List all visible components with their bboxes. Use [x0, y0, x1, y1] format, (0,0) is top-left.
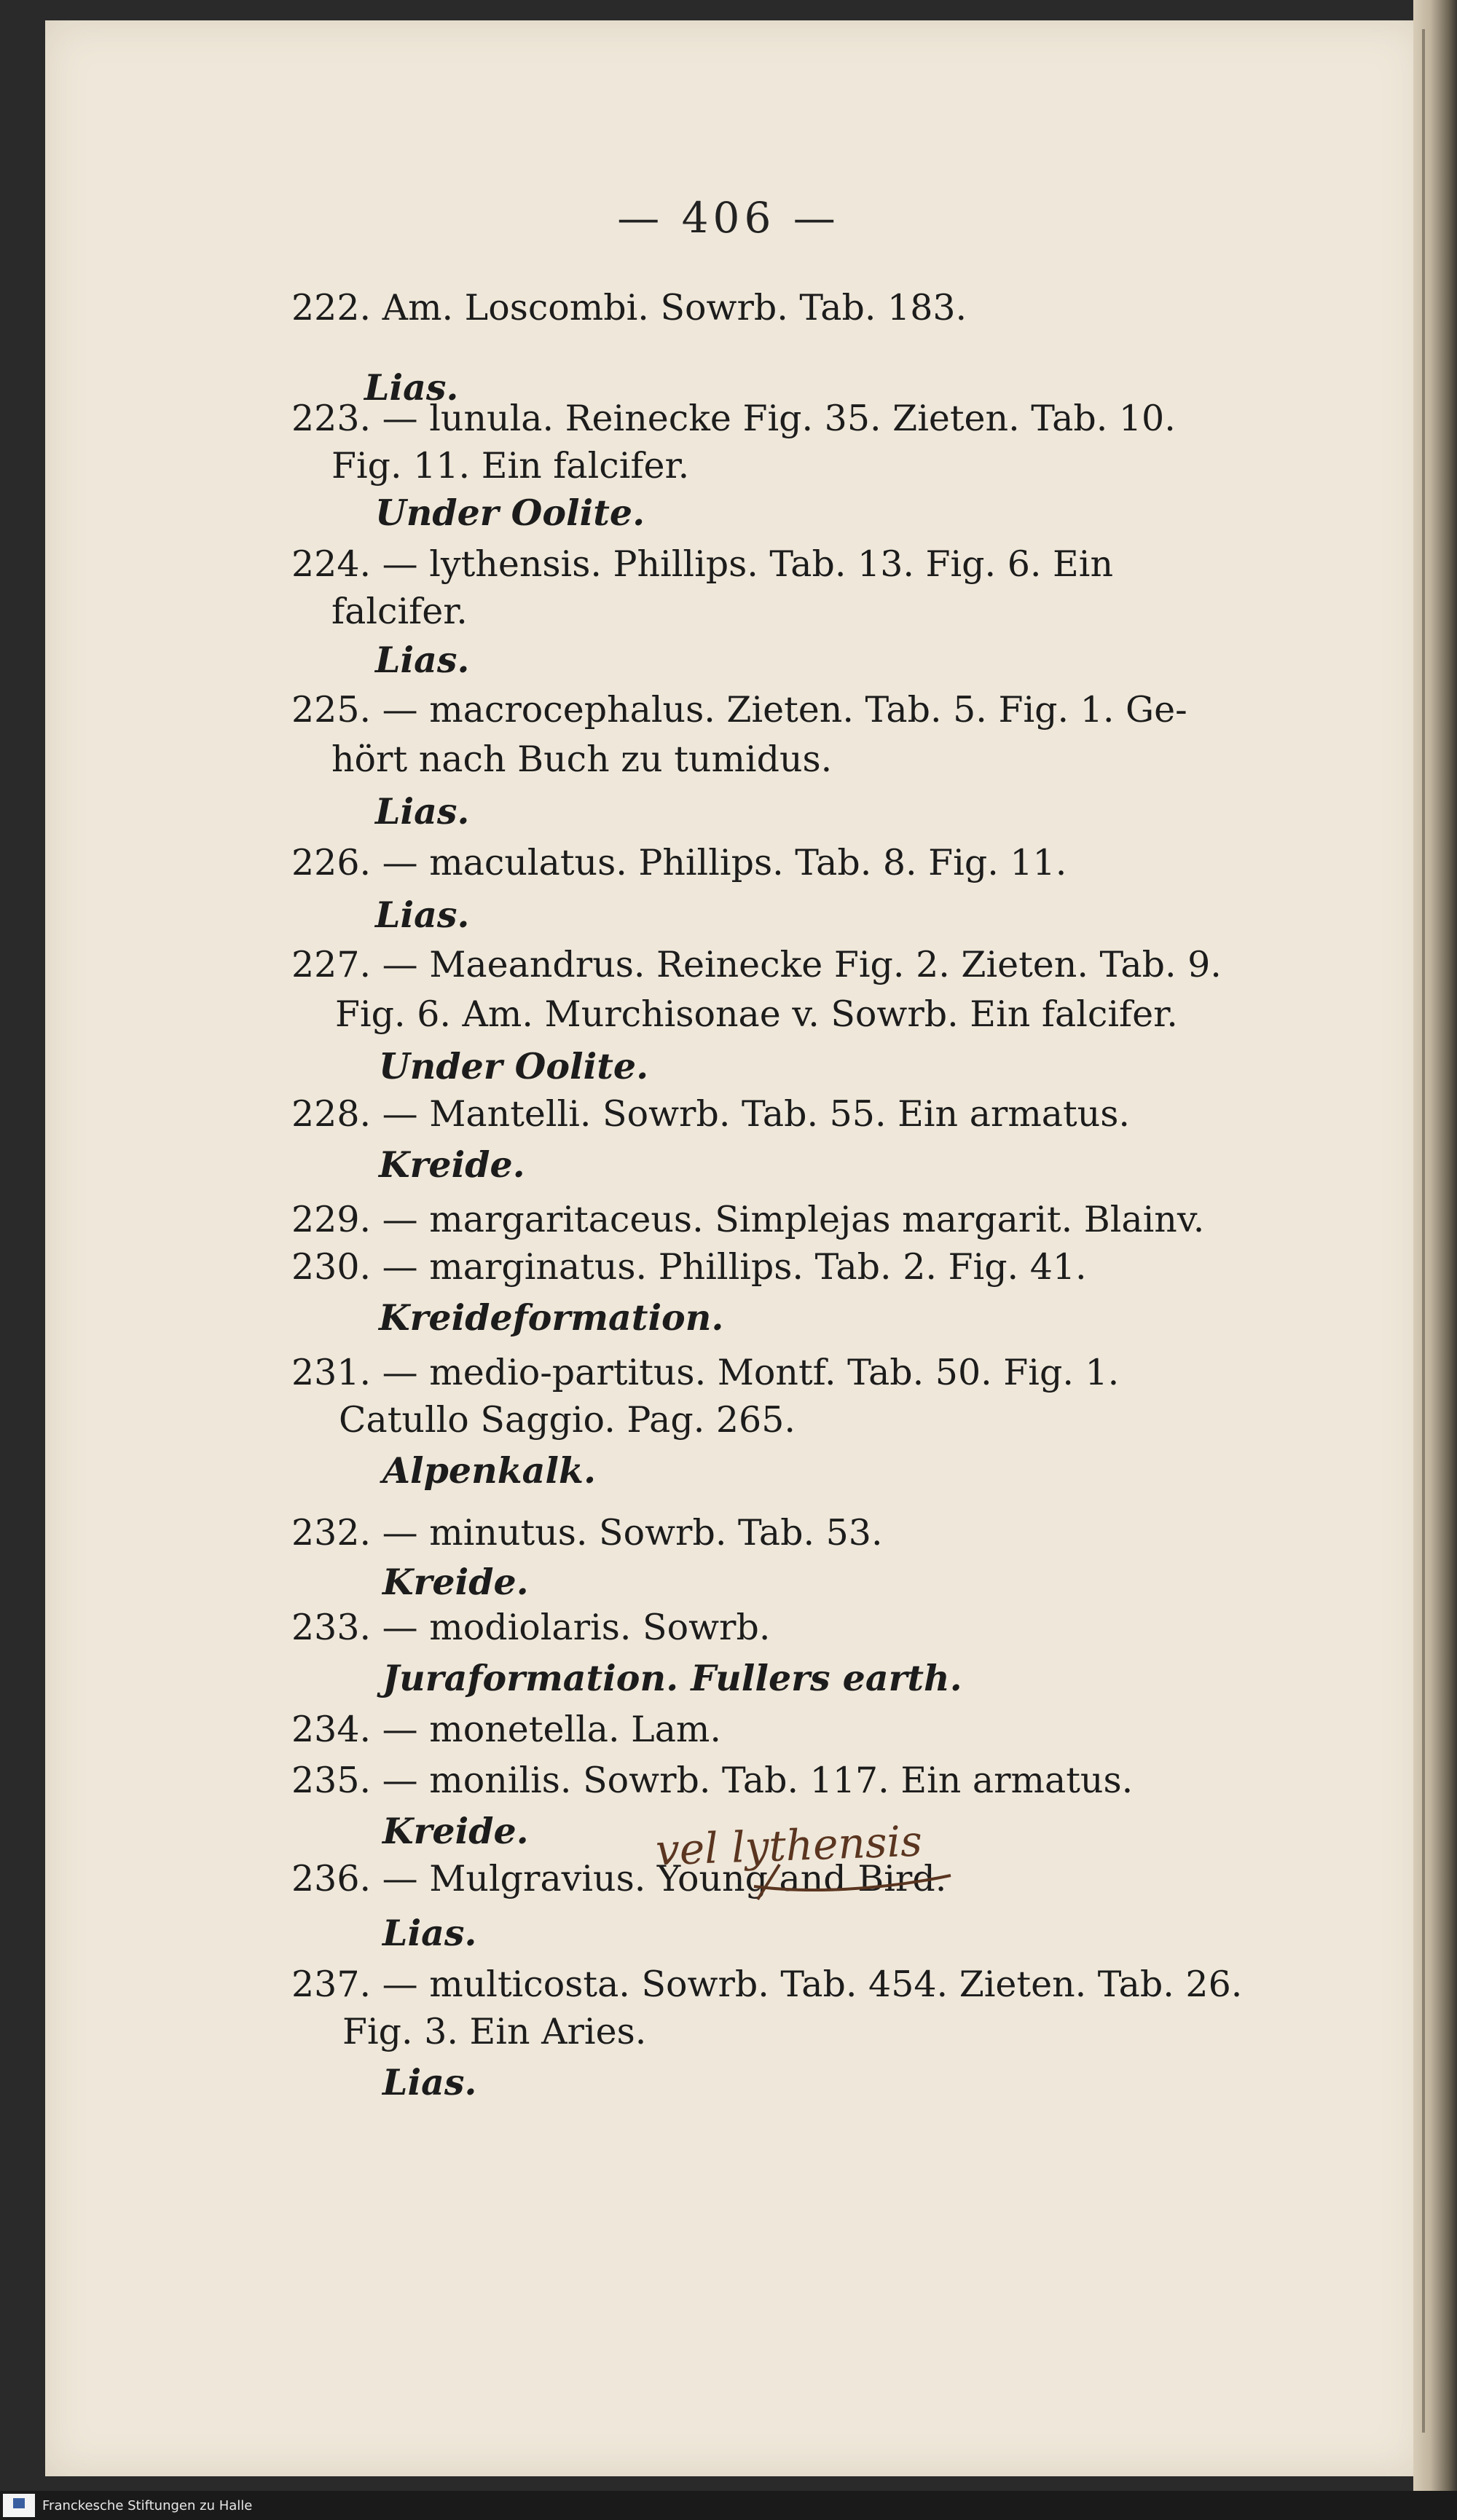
entry-line-2: Lias. [364, 366, 459, 409]
entry-line-4: Fig. 11. Ein falcifer. [331, 445, 690, 487]
page-number: — 406 — [617, 193, 840, 243]
institution-logo [3, 2494, 35, 2517]
footer-institution: Franckesche Stiftungen zu Halle [42, 2498, 253, 2513]
entry-line-18: Kreide. [379, 1143, 525, 1186]
entry-line-34: 237. — multicosta. Sowrb. Tab. 454. Zieten. Tab. 26. [291, 1964, 1243, 2005]
entry-line-25: 232. — minutus. Sowrb. Tab. 53. [291, 1512, 883, 1554]
entry-line-20: 230. — marginatus. Phillips. Tab. 2. Fig. 41. [291, 1246, 1087, 1288]
entry-line-31: Kreide. [382, 1810, 529, 1852]
viewer-footer [0, 2491, 1457, 2520]
entry-line-26: Kreide. [382, 1561, 529, 1603]
entry-line-21: Kreideformation. [379, 1296, 724, 1339]
entry-line-15: Fig. 6. Am. Murchisonae v. Sowrb. Ein falcifer. [335, 993, 1178, 1035]
entry-line-36: Lias. [382, 2061, 477, 2103]
entry-line-29: 234. — monetella. Lam. [291, 1709, 721, 1750]
spine-edge [1422, 29, 1425, 2433]
entry-line-10: hört nach Buch zu tumidus. [331, 739, 833, 780]
entry-line-1: 222. Am. Loscombi. Sowrb. Tab. 183. [291, 287, 967, 328]
entry-line-7: falcifer. [331, 591, 468, 632]
entry-line-13: Lias. [375, 894, 470, 936]
entry-line-11: Lias. [375, 790, 470, 832]
entry-line-22: 231. — medio-partitus. Montf. Tab. 50. Fig. 1. [291, 1352, 1120, 1393]
entry-line-9: 225. — macrocephalus. Zieten. Tab. 5. Fig. 1. Ge- [291, 689, 1187, 731]
handwritten-annotation: vel lythensis [654, 1816, 923, 1875]
entry-line-19: 229. — margaritaceus. Simplejas margarit. Blainv. [291, 1199, 1205, 1240]
entry-line-24: Alpenkalk. [382, 1449, 597, 1492]
entry-line-23: Catullo Saggio. Pag. 265. [339, 1399, 796, 1441]
entry-line-16: Under Oolite. [379, 1045, 649, 1087]
entry-line-12: 226. — maculatus. Phillips. Tab. 8. Fig. 11. [291, 842, 1067, 883]
entry-line-27: 233. — modiolaris. Sowrb. [291, 1607, 771, 1648]
entry-line-33: Lias. [382, 1912, 477, 1954]
entry-line-30: 235. — monilis. Sowrb. Tab. 117. Ein armatus. [291, 1760, 1134, 1801]
entry-line-32: 236. — Mulgravius. Young and Bird. [291, 1858, 947, 1899]
entry-line-5: Under Oolite. [375, 492, 645, 534]
entry-line-8: Lias. [375, 639, 470, 681]
entry-line-3: 223. — lunula. Reinecke Fig. 35. Zieten. Tab. 10. [291, 398, 1176, 439]
logo-mark-icon [13, 2498, 25, 2508]
handwritten-underline-icon [750, 1850, 954, 1901]
entry-line-14: 227. — Maeandrus. Reinecke Fig. 2. Zieten. Tab. 9. [291, 944, 1222, 985]
entry-line-28: Juraformation. Fullers earth. [382, 1657, 962, 1699]
book-spine [1413, 0, 1457, 2491]
entry-line-35: Fig. 3. Ein Aries. [342, 2011, 647, 2052]
entry-line-17: 228. — Mantelli. Sowrb. Tab. 55. Ein armatus. [291, 1093, 1130, 1135]
entry-line-6: 224. — lythensis. Phillips. Tab. 13. Fig. 6. Ein [291, 543, 1114, 585]
